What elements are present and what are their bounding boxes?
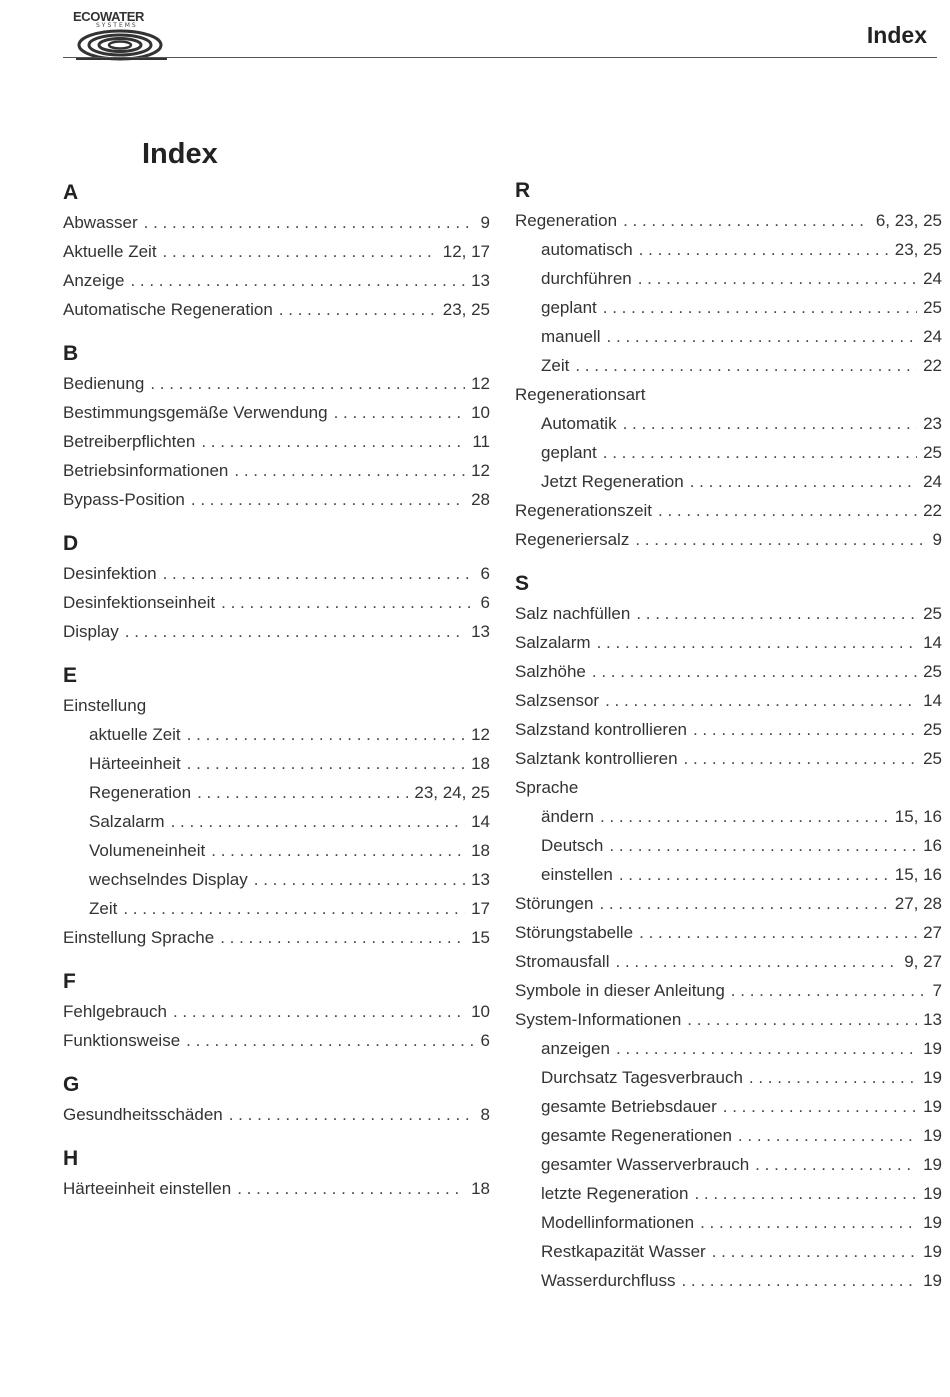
- index-term: gesamte Betriebsdauer: [541, 1097, 717, 1116]
- index-subentry: [515, 1266, 942, 1295]
- index-term: Desinfektion: [63, 564, 157, 583]
- index-page-numbers: 8: [480, 1105, 490, 1124]
- index-page-numbers: 14: [471, 812, 490, 831]
- index-letter-heading: G: [63, 1073, 80, 1096]
- dot-leader: [187, 720, 465, 749]
- index-page-numbers: 25: [923, 662, 942, 681]
- index-term: Automatische Regeneration: [63, 300, 273, 319]
- index-letter-heading: E: [63, 664, 78, 687]
- index-letter-heading: B: [63, 342, 79, 365]
- index-term: Betreiberpflichten: [63, 432, 196, 451]
- dot-leader: [125, 617, 465, 646]
- dot-leader: [738, 1121, 917, 1150]
- index-entry: [63, 559, 490, 588]
- index-page-numbers: 7: [932, 981, 942, 1000]
- index-page-numbers: 19: [923, 1271, 942, 1290]
- index-subentry: [515, 831, 942, 860]
- index-term: Automatik: [541, 414, 617, 433]
- index-letter-heading: H: [63, 1147, 79, 1170]
- dot-leader: [201, 427, 466, 456]
- index-entry: [63, 295, 490, 324]
- index-section: [63, 661, 490, 952]
- index-entry: [63, 456, 490, 485]
- index-page-numbers: 15, 16: [894, 807, 942, 826]
- index-entry: [515, 206, 942, 235]
- index-term: Fehlgebrauch: [63, 1002, 167, 1021]
- index-term: einstellen: [541, 865, 613, 884]
- index-page-numbers: 22: [923, 501, 942, 520]
- index-entry: [63, 691, 490, 720]
- index-entry: [63, 588, 490, 617]
- index-subentry: [63, 865, 490, 894]
- index-entry: [515, 773, 942, 802]
- index-page-numbers: 10: [471, 403, 490, 422]
- index-letter-heading: F: [63, 970, 76, 993]
- index-term: Regeneration: [89, 783, 192, 802]
- index-entry: [63, 1174, 490, 1203]
- index-term: Modellinformationen: [541, 1213, 695, 1232]
- index-term: Härteeinheit einstellen: [63, 1179, 232, 1198]
- index-term: Gesundheitsschäden: [63, 1105, 223, 1124]
- index-page-numbers: 12: [471, 725, 490, 744]
- dot-leader: [603, 293, 917, 322]
- index-page-numbers: 16: [923, 836, 942, 855]
- index-term: Einstellung: [63, 696, 147, 715]
- index-term: aktuelle Zeit: [89, 725, 181, 744]
- header-divider: [63, 57, 937, 58]
- index-term: Symbole in dieser Anleitung: [515, 981, 725, 1000]
- index-subentry: [515, 1063, 942, 1092]
- dot-leader: [619, 860, 889, 889]
- index-entry: [515, 496, 942, 525]
- index-entry: [63, 398, 490, 427]
- index-page-numbers: 15, 16: [894, 865, 942, 884]
- index-letter-heading: R: [515, 179, 531, 202]
- index-term: ändern: [541, 807, 594, 826]
- index-page-numbers: 19: [923, 1184, 942, 1203]
- index-page-numbers: 18: [471, 754, 490, 773]
- index-subentry: [515, 802, 942, 831]
- dot-leader: [187, 749, 465, 778]
- index-section: [515, 569, 942, 1295]
- dot-leader: [197, 778, 408, 807]
- index-term: Zeit: [541, 356, 570, 375]
- index-page-numbers: 19: [923, 1039, 942, 1058]
- index-entry: [63, 1100, 490, 1129]
- index-page-numbers: 14: [923, 633, 942, 652]
- dot-leader: [229, 1100, 475, 1129]
- index-subentry: [515, 322, 942, 351]
- index-entry: [515, 947, 942, 976]
- index-term: Funktionsweise: [63, 1031, 181, 1050]
- index-page-numbers: 17: [471, 899, 490, 918]
- index-page-numbers: 23, 25: [442, 300, 490, 319]
- index-term: Volumeneinheit: [89, 841, 206, 860]
- dot-leader: [575, 351, 917, 380]
- ecowater-logo: [70, 6, 170, 60]
- index-entry: [515, 599, 942, 628]
- index-subentry: [63, 836, 490, 865]
- index-entry: [63, 237, 490, 266]
- dot-leader: [220, 923, 465, 952]
- index-letter-heading: D: [63, 532, 79, 555]
- dot-leader: [599, 889, 888, 918]
- index-term: Störungen: [515, 894, 594, 913]
- dot-leader: [755, 1150, 917, 1179]
- dot-leader: [607, 322, 918, 351]
- index-term: Salzhöhe: [515, 662, 586, 681]
- index-page-numbers: 19: [923, 1068, 942, 1087]
- dot-leader: [615, 947, 898, 976]
- index-page-numbers: 12: [471, 374, 490, 393]
- index-section: [515, 176, 942, 554]
- index-section: [63, 529, 490, 646]
- index-entry: [63, 208, 490, 237]
- index-subentry: [515, 235, 942, 264]
- index-page-numbers: 10: [471, 1002, 490, 1021]
- index-subentry: [515, 1179, 942, 1208]
- dot-leader: [693, 715, 917, 744]
- index-term: letzte Regeneration: [541, 1184, 689, 1203]
- index-term: Deutsch: [541, 836, 604, 855]
- index-page-numbers: 13: [471, 622, 490, 641]
- index-term: geplant: [541, 298, 597, 317]
- logo-wordmark: ECOWATER: [73, 9, 144, 24]
- dot-leader: [237, 1174, 465, 1203]
- index-term: Abwasser: [63, 213, 138, 232]
- index-section: [63, 178, 490, 324]
- dot-leader: [623, 206, 870, 235]
- dot-leader: [130, 266, 465, 295]
- index-term: Regeneration: [515, 211, 618, 230]
- index-page-numbers: 12, 17: [442, 242, 490, 261]
- dot-leader: [211, 836, 465, 865]
- index-page-numbers: 9, 27: [904, 952, 942, 971]
- index-page-numbers: 19: [923, 1213, 942, 1232]
- dot-leader: [163, 237, 437, 266]
- index-term: Aktuelle Zeit: [63, 242, 157, 261]
- index-term: Bypass-Position: [63, 490, 185, 509]
- dot-leader: [638, 264, 917, 293]
- index-term: Display: [63, 622, 119, 641]
- index-entry: [515, 525, 942, 554]
- dot-leader: [609, 831, 917, 860]
- index-term: Regenerationszeit: [515, 501, 653, 520]
- dot-leader: [592, 657, 917, 686]
- index-entry: [63, 617, 490, 646]
- index-entry: [515, 744, 942, 773]
- index-page-numbers: 22: [923, 356, 942, 375]
- index-column-left: [63, 178, 490, 1218]
- index-page-numbers: 19: [923, 1242, 942, 1261]
- index-page-numbers: 27, 28: [894, 894, 942, 913]
- dot-leader: [616, 1034, 917, 1063]
- index-page-numbers: 13: [923, 1010, 942, 1029]
- index-term: automatisch: [541, 240, 633, 259]
- index-term: Salzsensor: [515, 691, 600, 710]
- index-section: [63, 967, 490, 1055]
- dot-leader: [150, 369, 465, 398]
- index-term: Härteeinheit: [89, 754, 181, 773]
- index-term: Regeneriersalz: [515, 530, 630, 549]
- dot-leader: [334, 398, 465, 427]
- index-page-numbers: 13: [471, 271, 490, 290]
- index-page-numbers: 19: [923, 1097, 942, 1116]
- index-term: wechselndes Display: [89, 870, 248, 889]
- index-term: Sprache: [515, 778, 579, 797]
- index-entry: [515, 918, 942, 947]
- index-term: System-Informationen: [515, 1010, 682, 1029]
- index-term: geplant: [541, 443, 597, 462]
- index-page-numbers: 6: [480, 593, 490, 612]
- index-page-numbers: 24: [923, 327, 942, 346]
- dot-leader: [597, 628, 917, 657]
- dot-leader: [723, 1092, 917, 1121]
- index-term: Restkapazität Wasser: [541, 1242, 706, 1261]
- dot-leader: [684, 744, 918, 773]
- index-subentry: [515, 1121, 942, 1150]
- index-term: Regenerationsart: [515, 385, 646, 404]
- index-subentry: [515, 264, 942, 293]
- dot-leader: [639, 918, 917, 947]
- index-subentry: [515, 351, 942, 380]
- index-subentry: [515, 1208, 942, 1237]
- index-subentry: [63, 894, 490, 923]
- index-term: Bestimmungsgemäße Verwendung: [63, 403, 328, 422]
- index-letter-heading: A: [63, 181, 79, 204]
- index-entry: [63, 1026, 490, 1055]
- dot-leader: [221, 588, 474, 617]
- index-entry: [63, 923, 490, 952]
- index-page-numbers: 6: [480, 1031, 490, 1050]
- index-subentry: [515, 409, 942, 438]
- index-term: Jetzt Regeneration: [541, 472, 684, 491]
- dot-leader: [731, 976, 927, 1005]
- index-subentry: [515, 467, 942, 496]
- index-term: Störungstabelle: [515, 923, 634, 942]
- dot-leader: [254, 865, 465, 894]
- index-subentry: [515, 1237, 942, 1266]
- dot-leader: [605, 686, 917, 715]
- dot-leader: [658, 496, 917, 525]
- index-term: Betriebsinformationen: [63, 461, 229, 480]
- index-page-numbers: 15: [471, 928, 490, 947]
- index-entry: [515, 976, 942, 1005]
- index-page-numbers: 23, 24, 25: [414, 783, 490, 802]
- dot-leader: [144, 208, 475, 237]
- index-entry: [515, 1005, 942, 1034]
- dot-leader: [690, 467, 917, 496]
- index-page-numbers: 24: [923, 472, 942, 491]
- dot-leader: [749, 1063, 917, 1092]
- index-page-numbers: 25: [923, 298, 942, 317]
- index-entry: [515, 628, 942, 657]
- index-entry: [63, 369, 490, 398]
- dot-leader: [687, 1005, 917, 1034]
- index-page-numbers: 6, 23, 25: [875, 211, 942, 230]
- index-term: Einstellung Sprache: [63, 928, 215, 947]
- index-term: anzeigen: [541, 1039, 611, 1058]
- dot-leader: [171, 807, 465, 836]
- index-column-right: [515, 176, 942, 1310]
- index-term: gesamte Regenerationen: [541, 1126, 732, 1145]
- index-term: durchführen: [541, 269, 632, 288]
- index-term: Durchsatz Tagesverbrauch: [541, 1068, 743, 1087]
- dot-leader: [234, 456, 465, 485]
- dot-leader: [639, 235, 889, 264]
- index-page-numbers: 13: [471, 870, 490, 889]
- index-term: Anzeige: [63, 271, 125, 290]
- index-section: [63, 1144, 490, 1203]
- index-term: Stromausfall: [515, 952, 610, 971]
- index-entry: [63, 427, 490, 456]
- index-entry: [515, 657, 942, 686]
- dot-leader: [186, 1026, 474, 1055]
- dot-leader: [603, 438, 917, 467]
- dot-leader: [636, 599, 917, 628]
- dot-leader: [123, 894, 465, 923]
- index-subentry: [515, 1092, 942, 1121]
- index-page-numbers: 25: [923, 720, 942, 739]
- index-page-numbers: 25: [923, 604, 942, 623]
- dot-leader: [712, 1237, 917, 1266]
- index-term: gesamter Wasserverbrauch: [541, 1155, 750, 1174]
- dot-leader: [279, 295, 437, 324]
- index-subentry: [515, 860, 942, 889]
- index-term: Salztank kontrollieren: [515, 749, 678, 768]
- index-term: Salzstand kontrollieren: [515, 720, 687, 739]
- index-page-numbers: 18: [471, 1179, 490, 1198]
- index-subentry: [63, 807, 490, 836]
- index-page-numbers: 19: [923, 1155, 942, 1174]
- dot-leader: [173, 997, 465, 1026]
- index-page-numbers: 24: [923, 269, 942, 288]
- index-page-numbers: 6: [480, 564, 490, 583]
- dot-leader: [191, 485, 465, 514]
- index-entry: [63, 997, 490, 1026]
- index-term: Zeit: [89, 899, 118, 918]
- index-subentry: [515, 438, 942, 467]
- index-entry: [515, 686, 942, 715]
- index-subentry: [63, 749, 490, 778]
- index-page-numbers: 25: [923, 443, 942, 462]
- dot-leader: [623, 409, 917, 438]
- dot-leader: [681, 1266, 917, 1295]
- index-entry: [515, 380, 942, 409]
- index-entry: [63, 485, 490, 514]
- dot-leader: [635, 525, 926, 554]
- index-term: Salz nachfüllen: [515, 604, 631, 623]
- index-term: Bedienung: [63, 374, 145, 393]
- index-subentry: [515, 1150, 942, 1179]
- page-title: Index: [142, 138, 218, 170]
- logo-underline: [76, 58, 167, 60]
- index-page-numbers: 9: [480, 213, 490, 232]
- index-subentry: [63, 778, 490, 807]
- index-term: Salzalarm: [89, 812, 165, 831]
- index-page-numbers: 23, 25: [894, 240, 942, 259]
- index-entry: [515, 889, 942, 918]
- index-page-numbers: 23: [923, 414, 942, 433]
- index-subentry: [515, 293, 942, 322]
- index-subentry: [63, 720, 490, 749]
- index-letter-heading: S: [515, 572, 530, 595]
- index-page-numbers: 11: [472, 432, 490, 451]
- index-page-numbers: 18: [471, 841, 490, 860]
- index-subentry: [515, 1034, 942, 1063]
- index-entry: [63, 266, 490, 295]
- index-page-numbers: 14: [923, 691, 942, 710]
- index-page-numbers: 27: [923, 923, 942, 942]
- index-term: Wasserdurchfluss: [541, 1271, 676, 1290]
- index-page-numbers: 19: [923, 1126, 942, 1145]
- logo-subtext: SYSTEMS: [96, 22, 138, 29]
- index-page-numbers: 12: [471, 461, 490, 480]
- dot-leader: [163, 559, 475, 588]
- index-page-numbers: 25: [923, 749, 942, 768]
- index-entry: [515, 715, 942, 744]
- header-section-title: Index: [866, 22, 927, 48]
- index-section: [63, 1070, 490, 1129]
- index-term: manuell: [541, 327, 601, 346]
- dot-leader: [600, 802, 889, 831]
- page-header: [0, 0, 950, 62]
- index-term: Desinfektionseinheit: [63, 593, 216, 612]
- index-section: [63, 339, 490, 514]
- index-page-numbers: 9: [932, 530, 942, 549]
- index-page-numbers: 28: [471, 490, 490, 509]
- index-term: Salzalarm: [515, 633, 591, 652]
- dot-leader: [700, 1208, 917, 1237]
- dot-leader: [694, 1179, 917, 1208]
